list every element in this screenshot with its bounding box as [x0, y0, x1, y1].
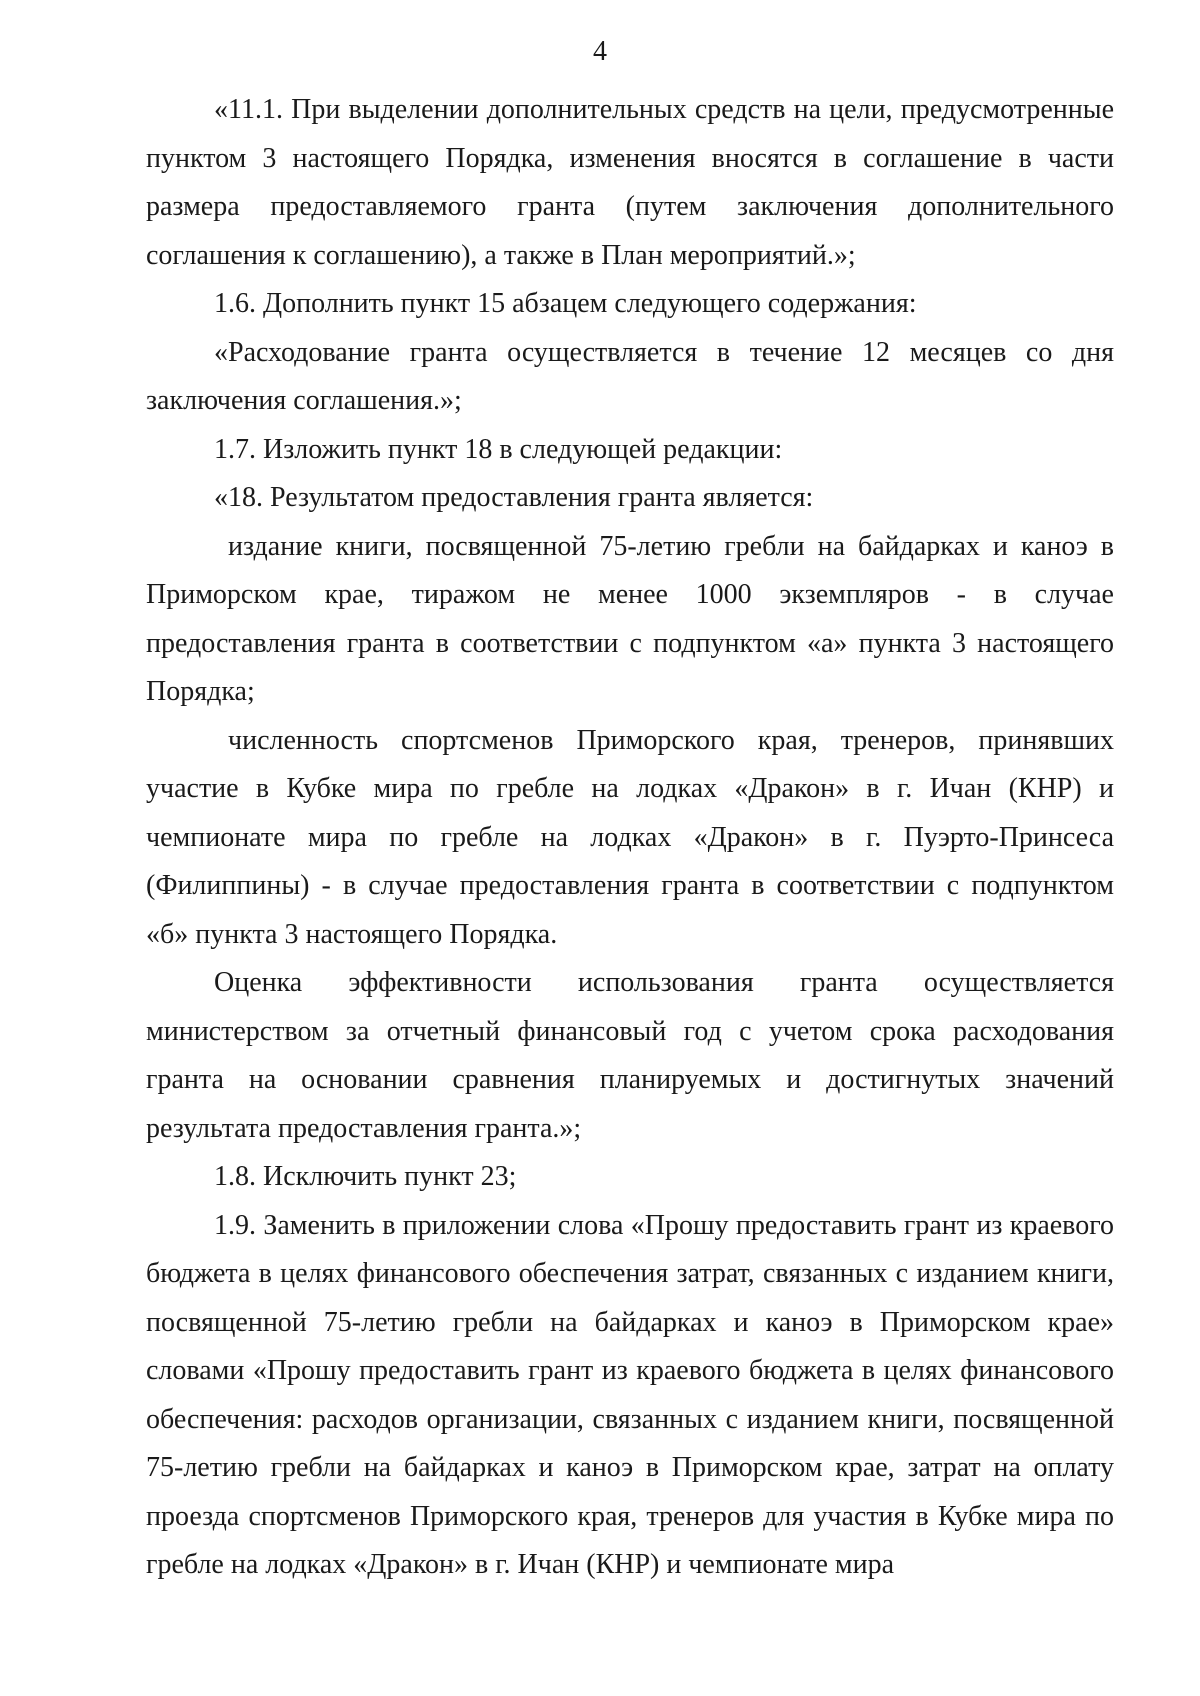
- paragraph-11-1: «11.1. При выделении дополнительных средств на цели, предусмотренные пунктом 3 настоящего Порядка, изменения вносятся в соглашение в части размера предоставляемого гранта (путем заключения дополнительного соглашения к соглашению), а также в План мероприятий.»;: [146, 94, 1114, 271]
- paragraph-athletes-count: численность спортсменов Приморского края, тренеров, принявших участие в Кубке мира по гребле на лодках «Дракон» в г. Ичан (КНР) и чемпионате мира по гребле на лодках «Дракон» в г. Пуэрто-Принсеса (Филиппины) - в случае предоставления гранта в соответствии с подпунктом «б» пункта 3 настоящего Порядка.: [146, 724, 1114, 950]
- paragraph-1-7: 1.7. Изложить пункт 18 в следующей редакции:: [214, 433, 783, 465]
- paragraph-grant-spending: «Расходование гранта осуществляется в течение 12 месяцев со дня заключения соглашения.»;: [146, 336, 1114, 416]
- paragraph-1-8: 1.8. Исключить пункт 23;: [214, 1161, 517, 1192]
- document-body: [146, 86, 1114, 1590]
- paragraph-book-publication: издание книги, посвященной 75-летию гребли на байдарках и каноэ в Приморском крае, тиражом не менее 1000 экземпляров - в случае предоставления гранта в соответствии с подпунктом «а» пункта 3 настоящего Порядка;: [146, 530, 1114, 707]
- paragraph-efficiency-evaluation: Оценка эффективности использования гранта осуществляется министерством за отчетный финансовый год с учетом срока расходования гранта на основании сравнения планируемых и достигнутых значений результата предоставления гранта.»;: [146, 967, 1114, 1144]
- paragraph-18: «18. Результатом предоставления гранта является:: [214, 482, 814, 513]
- paragraph-1-6: 1.6. Дополнить пункт 15 абзацем следующего содержания:: [214, 288, 917, 319]
- paragraph-1-9: 1.9. Заменить в приложении слова «Прошу предоставить грант из краевого бюджета в целях финансового обеспечения затрат, связанных с изданием книги, посвященной 75-летию гребли на байдарках и каноэ в Приморском крае» словами «Прошу предоставить грант из краевого бюджета в целях финансового обеспечения: расходов организации, связанных с изданием книги, посвященной 75-летию гребли на байдарках и каноэ в Приморском крае, затрат на оплату проезда спортсменов Приморского края, тренеров для участия в Кубке мира по гребле на лодках «Дракон» в г. Ичан (КНР) и чемпионате мира: [146, 1209, 1114, 1580]
- page-number: 4: [593, 36, 607, 67]
